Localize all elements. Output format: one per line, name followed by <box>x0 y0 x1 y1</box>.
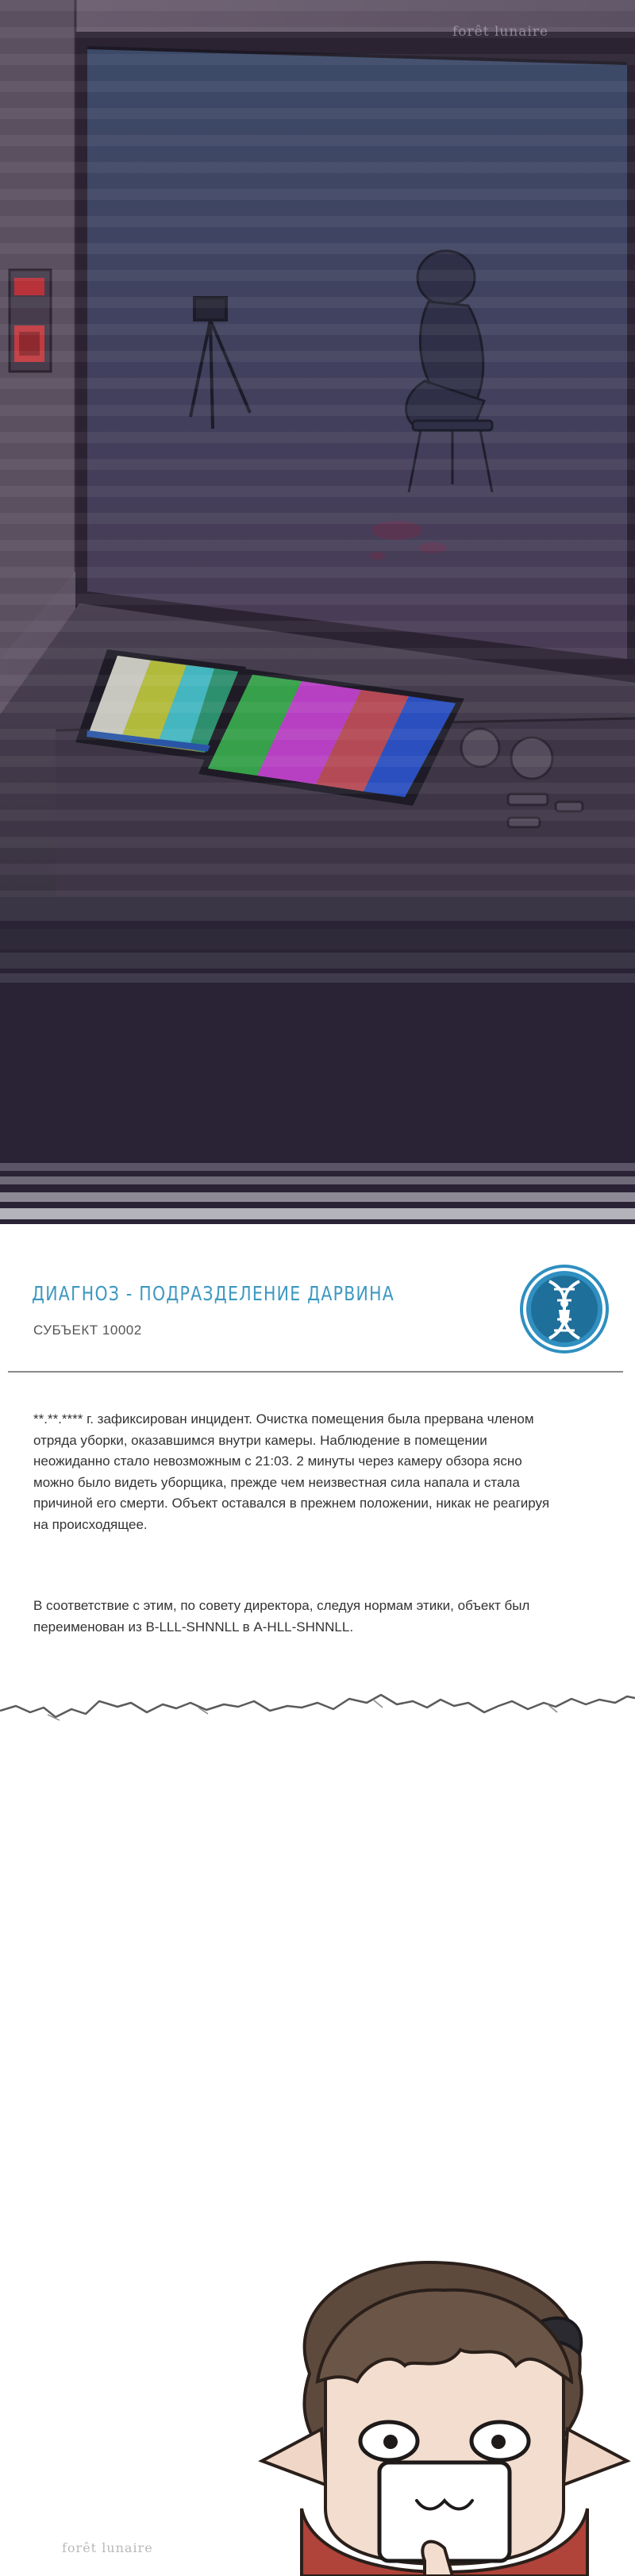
observation-room-illustration <box>0 0 635 897</box>
darwin-division-logo <box>518 1262 611 1356</box>
diagnosis-report <box>0 1246 635 1739</box>
incident-paragraph: **.**.**** г. зафиксирован инцидент. Очистка помещения была прервана членом отряда уборки, оказавшимся внутри камеры. Наблюдение в помещении неожиданно стало невозможным с 21:03. 2 минуты через камеру обзора ясно можно было видеть уборщика, прежде чем неизвестная сила напала и стала причиной его смерти. Объект оставался в прежнем положении, никак не реагируя на происходящее. <box>33 1411 550 1532</box>
torn-paper-edge <box>0 1671 635 1735</box>
subject-label: СУБЪЕКТ 10002 <box>33 1323 142 1338</box>
watermark: forêt lunaire <box>452 24 549 40</box>
divider <box>8 1371 623 1373</box>
report-title: ДИАГНОЗ - ПОДРАЗДЕЛЕНИЕ ДАРВИНА <box>32 1282 395 1305</box>
transition-band <box>0 897 635 1246</box>
rename-paragraph: В соответствие с этим, по совету директора, следуя нормам этики, объект был переименован из B-LLL-SHNNLL в A-HLL-SHNNLL. <box>33 1598 530 1635</box>
masked-character-illustration <box>254 2247 635 2576</box>
watermark: forêt lunaire <box>62 2540 153 2555</box>
